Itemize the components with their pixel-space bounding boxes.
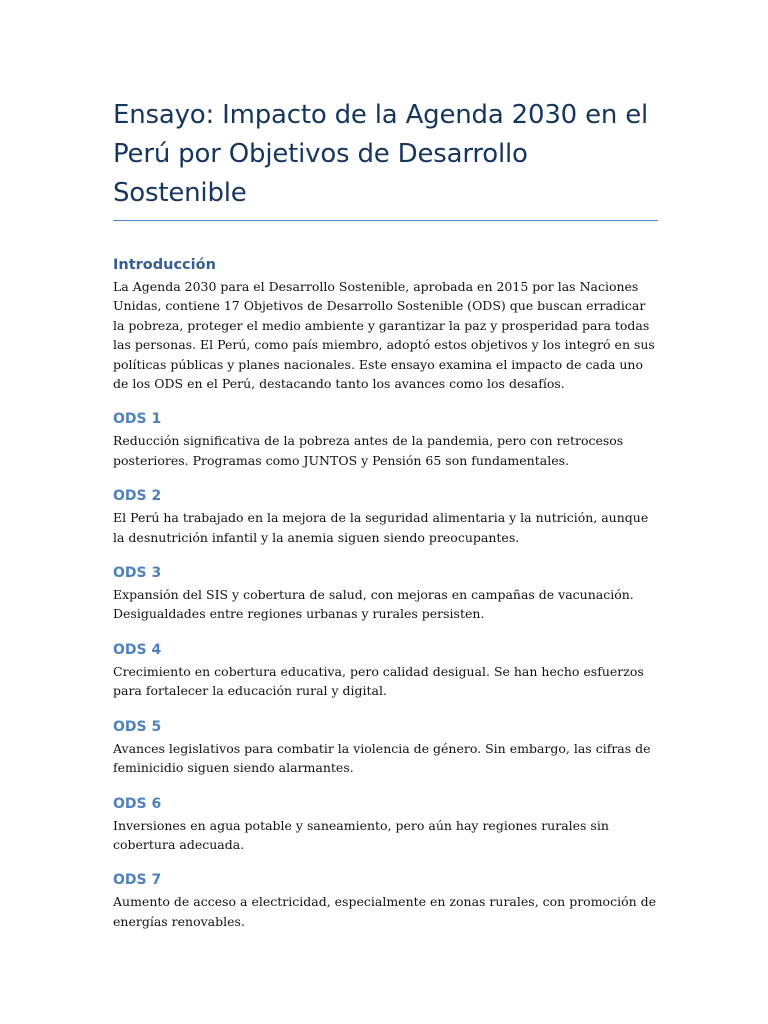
section-ods-4 xyxy=(113,640,658,701)
document-page xyxy=(113,96,658,947)
section-text-ods-3: Expansión del SIS y cobertura de salud, con mejoras en campañas de vacunación. Desigualdades entre regiones urbanas y rurales persisten. xyxy=(113,587,634,622)
section-text-ods-5: Avances legislativos para combatir la violencia de género. Sin embargo, las cifras de feminicidio siguen siendo alarmantes. xyxy=(113,740,651,776)
section-introduction xyxy=(113,255,658,393)
document-title: Ensayo: Impacto de la Agenda 2030 en el Perú por Objetivos de Desarrollo Sostenible xyxy=(113,100,649,208)
section-heading-ods-1: ODS 1 xyxy=(113,411,162,428)
section-heading-ods-7: ODS 7 xyxy=(113,872,162,889)
section-text-ods-1: Reducción significativa de la pobreza antes de la pandemia, pero con retrocesos posteriores. Programas como JUNTOS y Pensión 65 son fundamentales. xyxy=(113,433,624,468)
section-text-ods-6: Inversiones en agua potable y saneamiento, pero aún hay regiones rurales sin cobertura adecuada. xyxy=(113,817,609,852)
section-ods-1 xyxy=(113,409,658,470)
section-ods-3 xyxy=(113,563,658,624)
section-heading-ods-3: ODS 3 xyxy=(113,565,162,582)
section-heading-introduction: Introducción xyxy=(113,257,216,273)
section-heading-ods-6: ODS 6 xyxy=(113,795,162,812)
section-text-ods-7: Aumento de acceso a electricidad, especialmente en zonas rurales, con promoción de energías renovables. xyxy=(113,894,657,929)
section-ods-7 xyxy=(113,870,658,931)
section-heading-ods-2: ODS 2 xyxy=(113,488,162,505)
section-ods-2 xyxy=(113,486,658,547)
title-underline xyxy=(113,220,658,221)
section-text-ods-4: Crecimiento en cobertura educativa, pero calidad desigual. Se han hecho esfuerzos para fortalecer la educación rural y digital. xyxy=(113,663,644,699)
section-text-ods-2: El Perú ha trabajado en la mejora de la seguridad alimentaria y la nutrición, aunque la desnutrición infantil y la anemia siguen siendo preocupantes. xyxy=(113,510,649,545)
section-heading-ods-4: ODS 4 xyxy=(113,641,162,658)
section-text-introduction: La Agenda 2030 para el Desarrollo Sostenible, aprobada en 2015 por las Naciones Unidas, contiene 17 Objetivos de Desarrollo Sostenible (ODS) que buscan erradicar la pobreza, proteger el medio ambiente y garantizar la paz y prosperidad para todas las personas. El Perú, como país miembro, adoptó estos objetivos y los integró en sus políticas públicas y planes nacionales. Este ensayo examina el impacto de cada uno de los ODS en el Perú, destacando tanto los avances como los desafíos. xyxy=(113,279,655,392)
section-heading-ods-5: ODS 5 xyxy=(113,718,162,735)
section-ods-6 xyxy=(113,794,658,855)
section-ods-5 xyxy=(113,717,658,778)
